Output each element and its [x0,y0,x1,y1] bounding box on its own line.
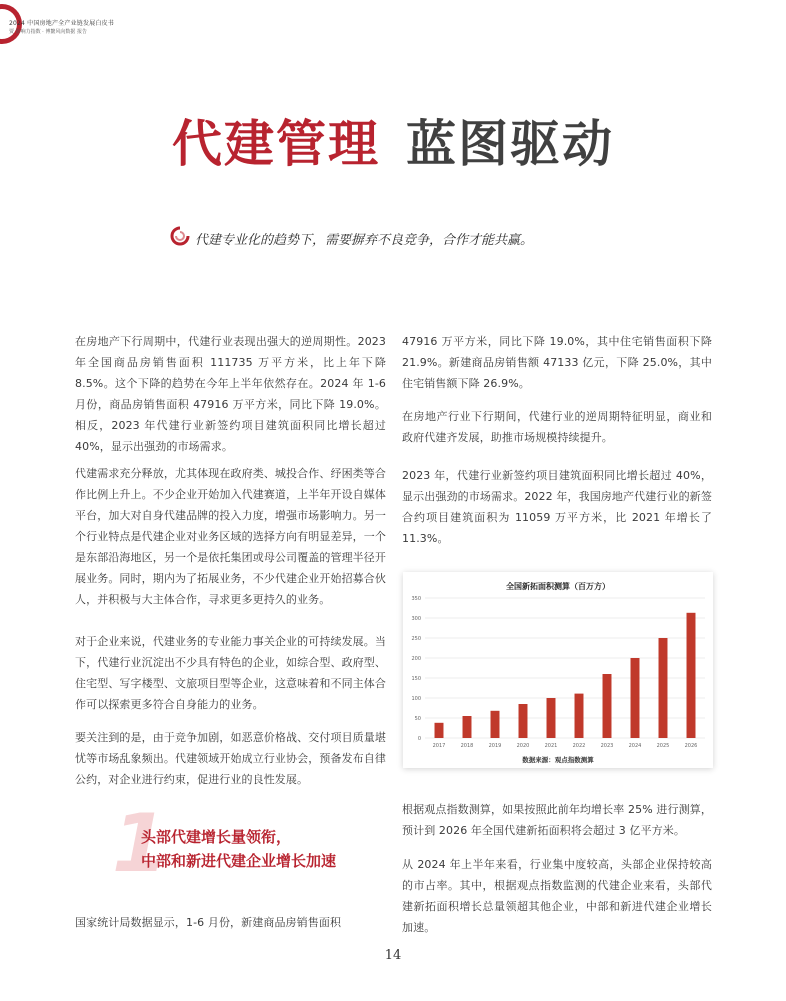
y-tick-label: 350 [411,596,421,602]
page-title [0,112,786,176]
page-title-red: 代建管理 [172,115,380,173]
bar [603,674,612,738]
x-tick-label: 2017 [432,743,446,749]
y-tick-label: 300 [411,616,421,622]
chart-source: 数据来源：观点指数测算 [522,756,594,764]
subtitle: 代建专业化的趋势下，需要摒弃不良竞争，合作才能共赢。 [195,233,534,248]
left-paragraph-2: 代建需求充分释放，尤其体现在政府类、城投合作、纾困类等合作比例上升上。不少企业开始加入代建赛道，上半年开设自媒体平台，加大对自身代建品牌的投入力度，增强市场影响力。另一个行业特点是代建企业对业务区域的选择方向有明显差异，一个是东部沿海地区，另一个是依托集团或母公司覆盖的管理半径开展业务。同时，期内为了拓展业务，不少代建企业开始招募合伙人，并积极与大主体合作，寻求更多更持久的业务。 [75,467,386,606]
bar [659,638,668,738]
header-report-subtitle: 贾 影响力指数 · 博鳌风向数据 报告 [9,29,87,35]
x-tick-label: 2018 [460,743,474,749]
left-paragraph-5: 国家统计局数据显示，1-6 月份，新建商品房销售面积 [75,916,342,929]
right-paragraph-2: 在房地产行业下行期间，代建行业的逆周期特征明显，商业和政府代建齐发展，助推市场规模持续提升。 [402,410,712,444]
bar [547,698,556,738]
section-heading-line1: 头部代建增长量领衔， [141,828,292,846]
x-tick-label: 2024 [628,743,642,749]
header-report-title: 2024 中国房地产全产业链发展白皮书 [9,20,114,27]
y-tick-label: 250 [411,636,421,642]
chart-title: 全国新拓面积测算（百万方） [506,582,610,591]
bar [687,613,696,738]
section-heading [141,825,336,873]
x-tick-label: 2025 [656,743,670,749]
right-paragraph-4: 根据观点指数测算，如果按照此前年均增长率 25% 进行测算，预计到 2026 年全国代建新拓面积将会超过 3 亿平方米。 [402,803,712,837]
right-paragraph-1: 47916 万平方米，同比下降 19.0%，其中住宅销售面积下降 21.9%。新建商品房销售额 47133 亿元，下降 25.0%，其中住宅销售额下降 26.9%。 [402,335,712,390]
right-paragraph-5: 从 2024 年上半年来看，行业集中度较高，头部企业保持较高的市占率。其中，根据观点指数监测的代建企业来看，头部代建新拓面积增长总量领超其他企业，中部和新进代建企业增长加速。 [402,858,712,934]
x-tick-label: 2020 [516,743,530,749]
page-title-gray: 蓝图驱动 [406,115,614,173]
y-tick-label: 50 [414,716,421,722]
y-tick-label: 100 [411,696,421,702]
x-tick-label: 2023 [600,743,614,749]
bar [519,704,528,738]
section-number: 1 [112,797,168,890]
bar [491,711,500,738]
bar [463,716,472,738]
y-tick-label: 200 [411,656,421,662]
x-tick-label: 2026 [684,743,698,749]
bar [575,694,584,738]
bar [435,723,444,738]
left-paragraph-1: 在房地产下行周期中，代建行业表现出强大的逆周期性。2023 年全国商品房销售面积 111735 万平方米，比上年下降 8.5%。这个下降的趋势在今年上半年依然存在。2024 年 1-6 月份，商品房销售面积 47916 万平方米，同比下降 19.0%。相反，2023 年代建行业新签约项目建筑面积同比增长超过 40%，显示出强劲的市场需求。 [75,335,386,453]
y-tick-label: 150 [411,676,421,682]
right-paragraph-3: 2023 年，代建行业新签约项目建筑面积同比增长超过 40%，显示出强劲的市场需求。2022 年，我国房地产代建行业的新签合约项目建筑面积为 11059 万平方米，比 2021 年增长了 11.3%。 [402,469,712,545]
bar [631,658,640,738]
bar-chart [403,572,713,768]
page-number: 14 [384,948,402,963]
x-tick-label: 2022 [572,743,586,749]
left-paragraph-3: 对于企业来说，代建业务的专业能力事关企业的可持续发展。当下，代建行业沉淀出不少具有特色的企业，如综合型、政府型、住宅型、写字楼型、文旅项目型等企业，这意味着和不同主体合作可以探索更多符合自身能力的业务。 [75,635,386,711]
swirl-logo-icon [170,226,190,246]
section-heading-line2: 中部和新进代建企业增长加速 [141,852,337,870]
left-paragraph-4: 要关注到的是，由于竞争加剧，如恶意价格战、交付项目质量堪忧等市场乱象频出。代建领域开始成立行业协会，预备发布自律公约，对企业进行约束，促进行业的良性发展。 [75,731,386,786]
x-tick-label: 2019 [488,743,502,749]
y-tick-label: 0 [417,736,421,742]
chart-card [403,572,713,768]
x-tick-label: 2021 [544,743,558,749]
